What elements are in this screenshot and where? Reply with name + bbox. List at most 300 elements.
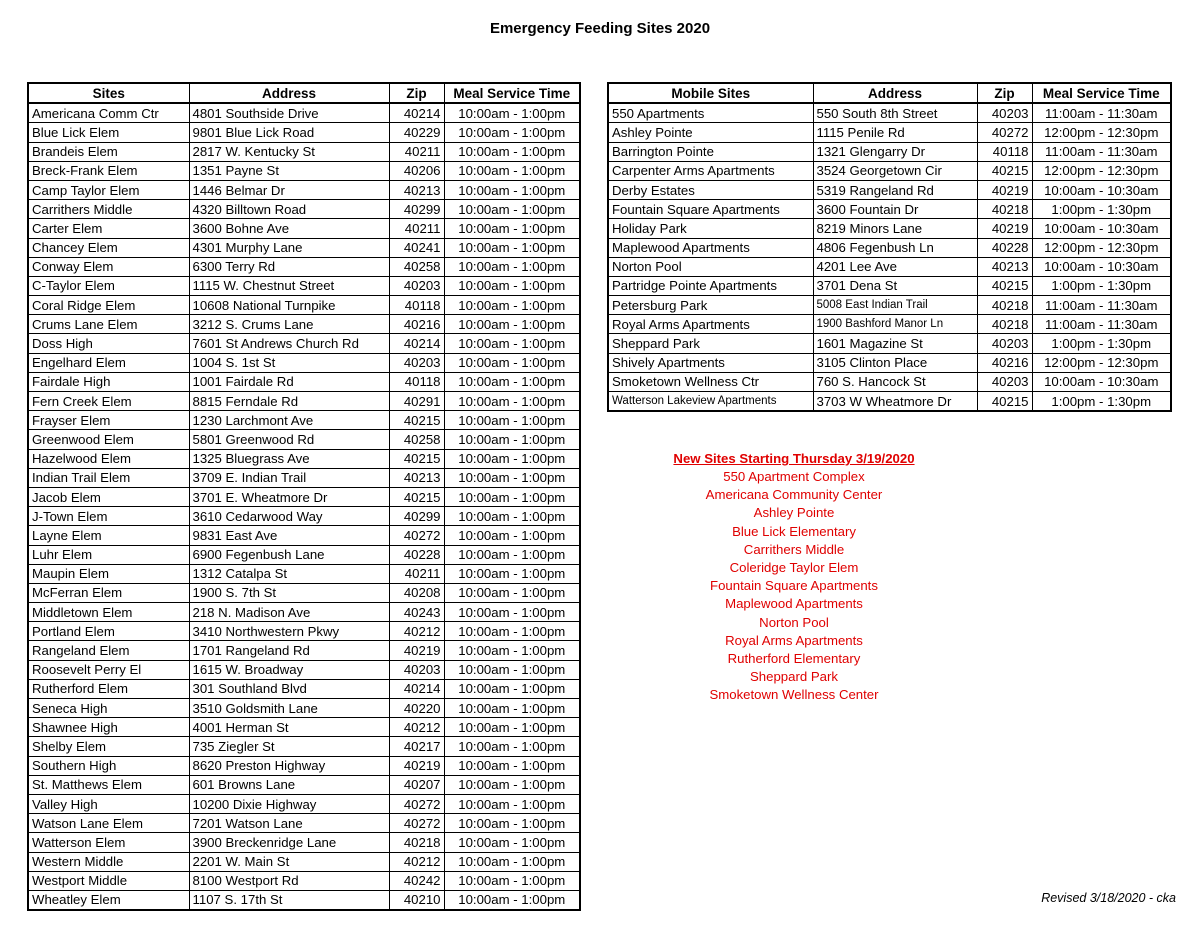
cell-address: 3212 S. Crums Lane xyxy=(189,315,389,334)
cell-meal-time: 10:00am - 1:00pm xyxy=(444,315,580,334)
cell-zip: 40203 xyxy=(389,660,444,679)
cell-meal-time: 1:00pm - 1:30pm xyxy=(1032,200,1171,219)
table-row xyxy=(608,180,1171,199)
cell-zip: 40215 xyxy=(977,161,1032,180)
cell-meal-time: 10:00am - 1:00pm xyxy=(444,372,580,391)
header-zip: Zip xyxy=(389,83,444,103)
cell-zip: 40241 xyxy=(389,238,444,257)
cell-address: 6300 Terry Rd xyxy=(189,257,389,276)
cell-meal-time: 10:00am - 1:00pm xyxy=(444,430,580,449)
header-address: Address xyxy=(813,83,977,103)
table-row xyxy=(608,142,1171,161)
cell-address: 1115 Penile Rd xyxy=(813,123,977,142)
new-site-item: 550 Apartment Complex xyxy=(723,469,865,484)
table-row xyxy=(608,334,1171,353)
table-row xyxy=(28,411,580,430)
cell-meal-time: 10:00am - 1:00pm xyxy=(444,238,580,257)
table-row xyxy=(608,372,1171,391)
cell-zip: 40216 xyxy=(389,315,444,334)
cell-zip: 40118 xyxy=(389,296,444,315)
mobile-table-header xyxy=(608,83,1171,103)
cell-zip: 40228 xyxy=(389,545,444,564)
table-row xyxy=(608,296,1171,315)
table-row xyxy=(608,123,1171,142)
cell-address: 1900 Bashford Manor Ln xyxy=(813,315,977,334)
table-row xyxy=(28,392,580,411)
cell-zip: 40118 xyxy=(389,372,444,391)
page-title: Emergency Feeding Sites 2020 xyxy=(489,20,711,37)
cell-address: 5319 Rangeland Rd xyxy=(813,180,977,199)
cell-meal-time: 12:00pm - 12:30pm xyxy=(1032,161,1171,180)
table-row xyxy=(28,756,580,775)
cell-zip: 40208 xyxy=(389,583,444,602)
cell-site: Watterson Lakeview Apartments xyxy=(608,392,813,412)
new-site-item: Maplewood Apartments xyxy=(725,596,863,612)
cell-zip: 40213 xyxy=(389,468,444,487)
cell-address: 1312 Catalpa St xyxy=(189,564,389,583)
cell-meal-time: 11:00am - 11:30am xyxy=(1032,315,1171,334)
table-row xyxy=(28,871,580,890)
cell-site: Fairdale High xyxy=(28,372,189,391)
cell-zip: 40212 xyxy=(389,622,444,641)
cell-address: 760 S. Hancock St xyxy=(813,372,977,391)
cell-zip: 40203 xyxy=(977,334,1032,353)
cell-meal-time: 10:00am - 1:00pm xyxy=(444,392,580,411)
cell-address: 550 South 8th Street xyxy=(813,103,977,123)
new-site-item: Sheppard Park xyxy=(750,669,838,685)
cell-address: 4301 Murphy Lane xyxy=(189,238,389,257)
new-sites-heading: New Sites Starting Thursday 3/19/2020 xyxy=(673,451,915,466)
cell-meal-time: 10:00am - 1:00pm xyxy=(444,526,580,545)
cell-meal-time: 10:00am - 1:00pm xyxy=(444,468,580,487)
cell-address: 10200 Dixie Highway xyxy=(189,794,389,813)
header-meal-time: Meal Service Time xyxy=(1032,83,1171,103)
cell-meal-time: 10:00am - 1:00pm xyxy=(444,718,580,737)
cell-site: Valley High xyxy=(28,794,189,813)
cell-zip: 40272 xyxy=(389,814,444,833)
cell-site: Fountain Square Apartments xyxy=(608,200,813,219)
cell-address: 1001 Fairdale Rd xyxy=(189,372,389,391)
cell-zip: 40215 xyxy=(977,276,1032,295)
cell-meal-time: 10:00am - 1:00pm xyxy=(444,123,580,142)
new-site-item: Americana Community Center xyxy=(705,487,883,503)
cell-address: 4001 Herman St xyxy=(189,718,389,737)
table-row xyxy=(608,200,1171,219)
cell-address: 5008 East Indian Trail xyxy=(813,296,977,315)
cell-zip: 40215 xyxy=(389,411,444,430)
cell-address: 2201 W. Main St xyxy=(189,852,389,871)
table-row xyxy=(28,296,580,315)
cell-meal-time: 10:00am - 1:00pm xyxy=(444,180,580,199)
cell-zip: 40219 xyxy=(977,219,1032,238)
cell-site: 550 Apartments xyxy=(608,103,813,123)
cell-zip: 40272 xyxy=(977,123,1032,142)
cell-site: Breck-Frank Elem xyxy=(28,161,189,180)
table-row xyxy=(28,123,580,142)
cell-site: Coral Ridge Elem xyxy=(28,296,189,315)
cell-site: Doss High xyxy=(28,334,189,353)
table-row xyxy=(28,238,580,257)
cell-zip: 40207 xyxy=(389,775,444,794)
cell-address: 5801 Greenwood Rd xyxy=(189,430,389,449)
cell-site: Ashley Pointe xyxy=(608,123,813,142)
cell-address: 301 Southland Blvd xyxy=(189,679,389,698)
cell-zip: 40203 xyxy=(977,372,1032,391)
cell-zip: 40272 xyxy=(389,794,444,813)
table-row xyxy=(28,833,580,852)
cell-address: 3701 Dena St xyxy=(813,276,977,295)
cell-zip: 40215 xyxy=(389,487,444,506)
cell-meal-time: 10:00am - 1:00pm xyxy=(444,161,580,180)
cell-meal-time: 10:00am - 1:00pm xyxy=(444,545,580,564)
cell-site: Greenwood Elem xyxy=(28,430,189,449)
cell-site: Americana Comm Ctr xyxy=(28,103,189,123)
table-row xyxy=(28,315,580,334)
cell-site: Chancey Elem xyxy=(28,238,189,257)
cell-meal-time: 12:00pm - 12:30pm xyxy=(1032,353,1171,372)
table-row xyxy=(28,737,580,756)
cell-zip: 40299 xyxy=(389,507,444,526)
cell-meal-time: 10:00am - 1:00pm xyxy=(444,890,580,910)
cell-meal-time: 10:00am - 1:00pm xyxy=(444,852,580,871)
cell-zip: 40258 xyxy=(389,257,444,276)
cell-meal-time: 10:00am - 1:00pm xyxy=(444,794,580,813)
cell-site: Roosevelt Perry El xyxy=(28,660,189,679)
cell-site: Smoketown Wellness Ctr xyxy=(608,372,813,391)
cell-site: Western Middle xyxy=(28,852,189,871)
table-row xyxy=(28,276,580,295)
cell-address: 7201 Watson Lane xyxy=(189,814,389,833)
cell-zip: 40215 xyxy=(389,449,444,468)
cell-address: 6900 Fegenbush Lane xyxy=(189,545,389,564)
table-row xyxy=(28,699,580,718)
cell-site: Petersburg Park xyxy=(608,296,813,315)
cell-meal-time: 10:00am - 1:00pm xyxy=(444,679,580,698)
cell-address: 3600 Fountain Dr xyxy=(813,200,977,219)
cell-zip: 40218 xyxy=(977,315,1032,334)
cell-meal-time: 1:00pm - 1:30pm xyxy=(1032,392,1171,412)
header-address: Address xyxy=(189,83,389,103)
cell-zip: 40214 xyxy=(389,334,444,353)
cell-address: 4801 Southside Drive xyxy=(189,103,389,123)
table-row xyxy=(28,257,580,276)
sites-table xyxy=(27,82,581,911)
cell-meal-time: 10:00am - 1:00pm xyxy=(444,660,580,679)
cell-meal-time: 10:00am - 1:00pm xyxy=(444,334,580,353)
new-sites-items xyxy=(594,468,994,704)
cell-address: 3900 Breckenridge Lane xyxy=(189,833,389,852)
cell-address: 9801 Blue Lick Road xyxy=(189,123,389,142)
cell-site: Barrington Pointe xyxy=(608,142,813,161)
cell-site: Shawnee High xyxy=(28,718,189,737)
cell-meal-time: 10:00am - 1:00pm xyxy=(444,103,580,123)
cell-address: 735 Ziegler St xyxy=(189,737,389,756)
new-site-item: Fountain Square Apartments xyxy=(710,578,878,594)
table-row xyxy=(28,161,580,180)
cell-address: 218 N. Madison Ave xyxy=(189,603,389,622)
cell-site: Crums Lane Elem xyxy=(28,315,189,334)
table-row xyxy=(28,679,580,698)
cell-meal-time: 10:00am - 10:30am xyxy=(1032,257,1171,276)
cell-meal-time: 10:00am - 1:00pm xyxy=(444,622,580,641)
cell-zip: 40211 xyxy=(389,219,444,238)
cell-site: Watterson Elem xyxy=(28,833,189,852)
cell-site: Royal Arms Apartments xyxy=(608,315,813,334)
cell-site: Brandeis Elem xyxy=(28,142,189,161)
cell-meal-time: 10:00am - 10:30am xyxy=(1032,219,1171,238)
cell-address: 1325 Bluegrass Ave xyxy=(189,449,389,468)
cell-address: 3105 Clinton Place xyxy=(813,353,977,372)
table-row xyxy=(28,603,580,622)
table-row xyxy=(608,315,1171,334)
cell-address: 1107 S. 17th St xyxy=(189,890,389,910)
new-site-item: Smoketown Wellness Center xyxy=(709,687,879,703)
cell-meal-time: 10:00am - 1:00pm xyxy=(444,353,580,372)
cell-address: 9831 East Ave xyxy=(189,526,389,545)
cell-zip: 40228 xyxy=(977,238,1032,257)
cell-zip: 40211 xyxy=(389,564,444,583)
table-row xyxy=(28,794,580,813)
table-row xyxy=(608,276,1171,295)
cell-meal-time: 10:00am - 1:00pm xyxy=(444,814,580,833)
revised-note: Revised 3/18/2020 - cka xyxy=(1041,891,1176,905)
header-mobile-sites: Mobile Sites xyxy=(608,83,813,103)
cell-meal-time: 10:00am - 1:00pm xyxy=(444,219,580,238)
table-row xyxy=(608,161,1171,180)
cell-address: 1701 Rangeland Rd xyxy=(189,641,389,660)
table-row xyxy=(608,103,1171,123)
cell-site: Fern Creek Elem xyxy=(28,392,189,411)
cell-zip: 40210 xyxy=(389,890,444,910)
table-row xyxy=(28,718,580,737)
cell-site: Shelby Elem xyxy=(28,737,189,756)
table-row xyxy=(28,564,580,583)
cell-meal-time: 10:00am - 1:00pm xyxy=(444,564,580,583)
cell-site: Engelhard Elem xyxy=(28,353,189,372)
cell-zip: 40216 xyxy=(977,353,1032,372)
cell-address: 3709 E. Indian Trail xyxy=(189,468,389,487)
cell-address: 1900 S. 7th St xyxy=(189,583,389,602)
cell-meal-time: 10:00am - 1:00pm xyxy=(444,276,580,295)
cell-zip: 40272 xyxy=(389,526,444,545)
cell-zip: 40219 xyxy=(977,180,1032,199)
cell-site: Layne Elem xyxy=(28,526,189,545)
table-row xyxy=(608,219,1171,238)
cell-meal-time: 11:00am - 11:30am xyxy=(1032,296,1171,315)
cell-meal-time: 10:00am - 1:00pm xyxy=(444,411,580,430)
table-row xyxy=(28,852,580,871)
cell-zip: 40211 xyxy=(389,142,444,161)
cell-site: Shively Apartments xyxy=(608,353,813,372)
cell-address: 1230 Larchmont Ave xyxy=(189,411,389,430)
cell-meal-time: 10:00am - 10:30am xyxy=(1032,180,1171,199)
cell-meal-time: 10:00am - 1:00pm xyxy=(444,775,580,794)
cell-site: Watson Lane Elem xyxy=(28,814,189,833)
cell-address: 10608 National Turnpike xyxy=(189,296,389,315)
table-row xyxy=(608,238,1171,257)
cell-site: Norton Pool xyxy=(608,257,813,276)
table-row xyxy=(28,641,580,660)
table-row xyxy=(28,507,580,526)
cell-address: 601 Browns Lane xyxy=(189,775,389,794)
table-row xyxy=(608,392,1171,412)
table-row xyxy=(28,180,580,199)
new-site-item: Rutherford Elementary xyxy=(727,650,861,666)
cell-meal-time: 10:00am - 1:00pm xyxy=(444,142,580,161)
cell-address: 1615 W. Broadway xyxy=(189,660,389,679)
table-row xyxy=(28,890,580,910)
cell-address: 8100 Westport Rd xyxy=(189,871,389,890)
table-row xyxy=(28,200,580,219)
cell-zip: 40212 xyxy=(389,718,444,737)
new-site-item: Ashley Pointe xyxy=(753,505,835,521)
table-row xyxy=(28,449,580,468)
cell-address: 7601 St Andrews Church Rd xyxy=(189,334,389,353)
cell-site: Camp Taylor Elem xyxy=(28,180,189,199)
new-site-item: Royal Arms Apartments xyxy=(725,632,863,648)
new-site-item: Blue Lick Elementary xyxy=(732,523,856,539)
table-row xyxy=(28,430,580,449)
table-row xyxy=(28,468,580,487)
cell-site: Jacob Elem xyxy=(28,487,189,506)
cell-address: 1601 Magazine St xyxy=(813,334,977,353)
cell-site: Wheatley Elem xyxy=(28,890,189,910)
table-row xyxy=(28,775,580,794)
cell-address: 3610 Cedarwood Way xyxy=(189,507,389,526)
new-site-item: Coleridge Taylor Elem xyxy=(729,559,859,575)
cell-address: 3703 W Wheatmore Dr xyxy=(813,392,977,412)
cell-address: 1321 Glengarry Dr xyxy=(813,142,977,161)
header-zip: Zip xyxy=(977,83,1032,103)
cell-zip: 40243 xyxy=(389,603,444,622)
table-row xyxy=(28,526,580,545)
table-row xyxy=(28,219,580,238)
cell-zip: 40203 xyxy=(389,353,444,372)
cell-zip: 40258 xyxy=(389,430,444,449)
cell-address: 8219 Minors Lane xyxy=(813,219,977,238)
cell-zip: 40220 xyxy=(389,699,444,718)
cell-site: Derby Estates xyxy=(608,180,813,199)
cell-zip: 40242 xyxy=(389,871,444,890)
cell-zip: 40217 xyxy=(389,737,444,756)
cell-address: 1115 W. Chestnut Street xyxy=(189,276,389,295)
cell-site: J-Town Elem xyxy=(28,507,189,526)
cell-site: Rangeland Elem xyxy=(28,641,189,660)
cell-site: C-Taylor Elem xyxy=(28,276,189,295)
sites-table-body xyxy=(28,103,580,910)
cell-address: 3701 E. Wheatmore Dr xyxy=(189,487,389,506)
cell-zip: 40291 xyxy=(389,392,444,411)
cell-address: 3600 Bohne Ave xyxy=(189,219,389,238)
cell-address: 3524 Georgetown Cir xyxy=(813,161,977,180)
cell-site: Luhr Elem xyxy=(28,545,189,564)
cell-zip: 40212 xyxy=(389,852,444,871)
cell-address: 4806 Fegenbush Ln xyxy=(813,238,977,257)
cell-address: 1351 Payne St xyxy=(189,161,389,180)
cell-zip: 40206 xyxy=(389,161,444,180)
cell-address: 8815 Ferndale Rd xyxy=(189,392,389,411)
table-row xyxy=(608,353,1171,372)
table-row xyxy=(28,487,580,506)
cell-site: Seneca High xyxy=(28,699,189,718)
table-row xyxy=(28,814,580,833)
cell-site: McFerran Elem xyxy=(28,583,189,602)
cell-zip: 40219 xyxy=(389,641,444,660)
cell-site: Maupin Elem xyxy=(28,564,189,583)
cell-site: Blue Lick Elem xyxy=(28,123,189,142)
cell-zip: 40203 xyxy=(389,276,444,295)
cell-meal-time: 10:00am - 1:00pm xyxy=(444,737,580,756)
new-site-item: Carrithers Middle xyxy=(743,541,845,557)
cell-zip: 40218 xyxy=(977,296,1032,315)
cell-meal-time: 10:00am - 1:00pm xyxy=(444,833,580,852)
cell-address: 4201 Lee Ave xyxy=(813,257,977,276)
cell-zip: 40118 xyxy=(977,142,1032,161)
cell-site: Southern High xyxy=(28,756,189,775)
cell-site: Sheppard Park xyxy=(608,334,813,353)
table-row xyxy=(608,257,1171,276)
cell-zip: 40229 xyxy=(389,123,444,142)
cell-meal-time: 12:00pm - 12:30pm xyxy=(1032,123,1171,142)
cell-meal-time: 11:00am - 11:30am xyxy=(1032,142,1171,161)
cell-zip: 40218 xyxy=(977,200,1032,219)
cell-zip: 40215 xyxy=(977,392,1032,412)
cell-meal-time: 10:00am - 1:00pm xyxy=(444,296,580,315)
cell-site: Carrithers Middle xyxy=(28,200,189,219)
sites-table-header xyxy=(28,83,580,103)
table-row xyxy=(28,622,580,641)
cell-site: Rutherford Elem xyxy=(28,679,189,698)
cell-meal-time: 10:00am - 1:00pm xyxy=(444,200,580,219)
cell-zip: 40299 xyxy=(389,200,444,219)
cell-address: 1446 Belmar Dr xyxy=(189,180,389,199)
mobile-sites-table xyxy=(607,82,1172,412)
cell-address: 4320 Billtown Road xyxy=(189,200,389,219)
cell-address: 8620 Preston Highway xyxy=(189,756,389,775)
cell-zip: 40218 xyxy=(389,833,444,852)
cell-meal-time: 10:00am - 1:00pm xyxy=(444,257,580,276)
cell-site: Holiday Park xyxy=(608,219,813,238)
cell-meal-time: 12:00pm - 12:30pm xyxy=(1032,238,1171,257)
cell-zip: 40203 xyxy=(977,103,1032,123)
new-sites-list xyxy=(594,451,994,704)
cell-zip: 40213 xyxy=(977,257,1032,276)
cell-address: 3510 Goldsmith Lane xyxy=(189,699,389,718)
cell-site: Carter Elem xyxy=(28,219,189,238)
cell-zip: 40214 xyxy=(389,679,444,698)
cell-site: Carpenter Arms Apartments xyxy=(608,161,813,180)
cell-site: Conway Elem xyxy=(28,257,189,276)
cell-meal-time: 10:00am - 1:00pm xyxy=(444,699,580,718)
cell-address: 3410 Northwestern Pkwy xyxy=(189,622,389,641)
cell-zip: 40214 xyxy=(389,103,444,123)
cell-meal-time: 10:00am - 1:00pm xyxy=(444,507,580,526)
cell-meal-time: 10:00am - 1:00pm xyxy=(444,641,580,660)
cell-meal-time: 10:00am - 1:00pm xyxy=(444,603,580,622)
cell-address: 1004 S. 1st St xyxy=(189,353,389,372)
table-row xyxy=(28,353,580,372)
cell-meal-time: 1:00pm - 1:30pm xyxy=(1032,276,1171,295)
cell-site: Portland Elem xyxy=(28,622,189,641)
mobile-table-body xyxy=(608,103,1171,411)
cell-meal-time: 10:00am - 10:30am xyxy=(1032,372,1171,391)
cell-meal-time: 10:00am - 1:00pm xyxy=(444,756,580,775)
table-row xyxy=(28,334,580,353)
table-row xyxy=(28,103,580,123)
table-row xyxy=(28,545,580,564)
cell-meal-time: 10:00am - 1:00pm xyxy=(444,871,580,890)
table-row xyxy=(28,583,580,602)
